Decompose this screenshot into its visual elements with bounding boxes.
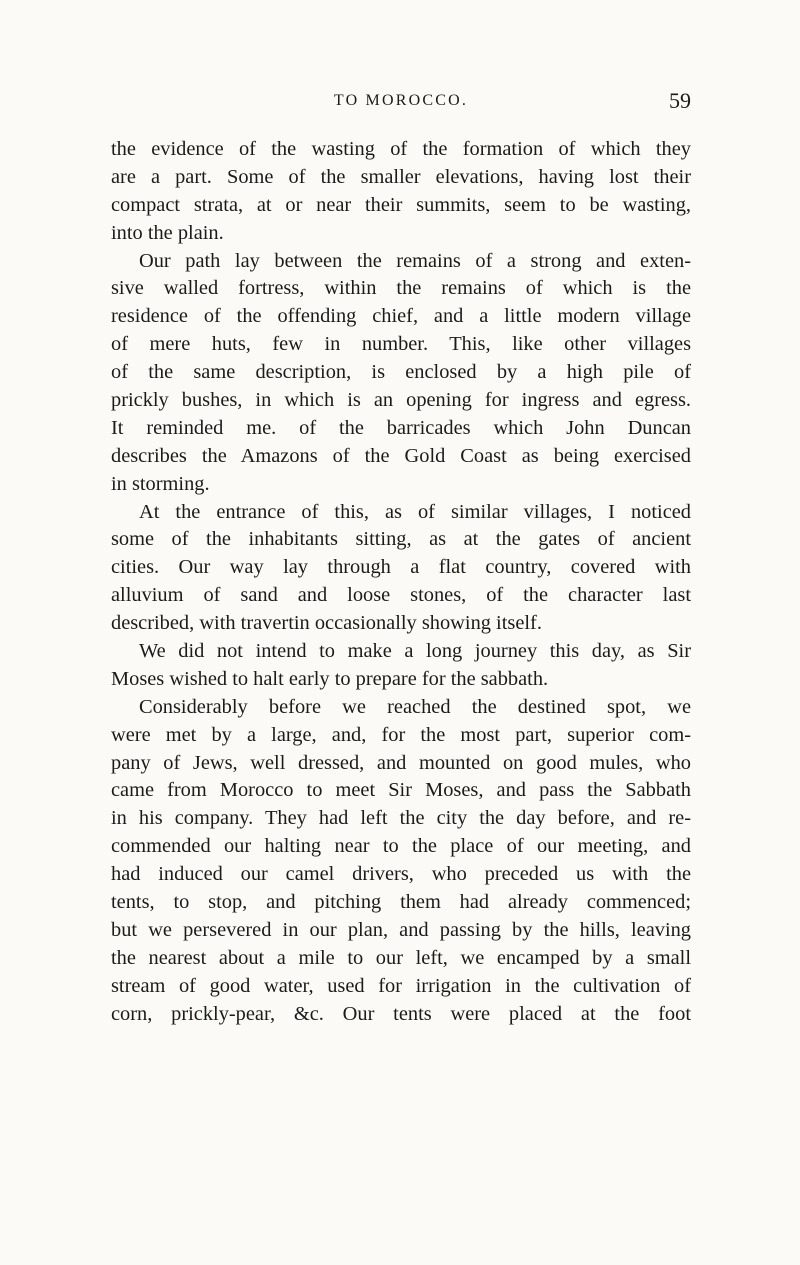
text-line: At the entrance of this, as of similar villages, I noticed (139, 500, 691, 523)
text-line: alluvium of sand and loose stones, of the character last (111, 584, 691, 607)
text-line: tents, to stop, and pitching them had already commenced; (111, 891, 691, 914)
text-line: had induced our camel drivers, who preceded us with the (111, 863, 691, 886)
text-line: came from Morocco to meet Sir Moses, and pass the Sabbath (111, 779, 691, 802)
running-title: TO MOROCCO. (333, 92, 469, 109)
text-line: Our path lay between the remains of a strong and exten- (139, 249, 691, 272)
text-line: Moses wished to halt early to prepare for the sabbath. (111, 667, 549, 690)
text-line: Considerably before we reached the destined spot, we (139, 695, 691, 718)
text-line: corn, prickly-pear, &c. Our tents were placed at the foot (111, 1002, 691, 1025)
text-line: cities. Our way lay through a flat country, covered with (111, 556, 691, 579)
text-line: of the same description, is enclosed by a high pile of (111, 361, 691, 384)
text-line: were met by a large, and, for the most part, superior com- (111, 723, 691, 746)
text-line: into the plain. (111, 221, 224, 244)
text-line: residence of the offending chief, and a little modern village (111, 305, 691, 328)
text-line: compact strata, at or near their summits, seem to be wasting, (111, 193, 691, 216)
text-line: We did not intend to make a long journey this day, as Sir (139, 640, 691, 663)
text-line: stream of good water, used for irrigation in the cultivation of (111, 974, 691, 997)
text-line: of mere huts, few in number. This, like other villages (111, 333, 691, 356)
text-line: are a part. Some of the smaller elevations, having lost their (111, 165, 691, 188)
text-line: in his company. They had left the city the day before, and re- (111, 807, 691, 830)
text-line: described, with travertin occasionally showing itself. (111, 612, 542, 635)
text-line: prickly bushes, in which is an opening for ingress and egress. (111, 389, 691, 412)
text-line: the evidence of the wasting of the formation of which they (111, 138, 691, 160)
text-line: in storming. (111, 472, 210, 495)
text-line: sive walled fortress, within the remains of which is the (111, 277, 691, 300)
text-line: some of the inhabitants sitting, as at the gates of ancient (111, 528, 691, 551)
page-number: 59 (669, 88, 691, 113)
body-text (111, 136, 691, 1029)
text-line: It reminded me. of the barricades which John Duncan (111, 416, 691, 439)
text-line: pany of Jews, well dressed, and mounted on good mules, who (111, 751, 691, 774)
running-head (111, 88, 691, 118)
text-line: commended our halting near to the place of our meeting, and (111, 835, 691, 858)
text-line: describes the Amazons of the Gold Coast as being exercised (111, 444, 691, 467)
text-line: the nearest about a mile to our left, we encamped by a small (111, 946, 691, 969)
text-line: but we persevered in our plan, and passing by the hills, leaving (111, 918, 691, 941)
